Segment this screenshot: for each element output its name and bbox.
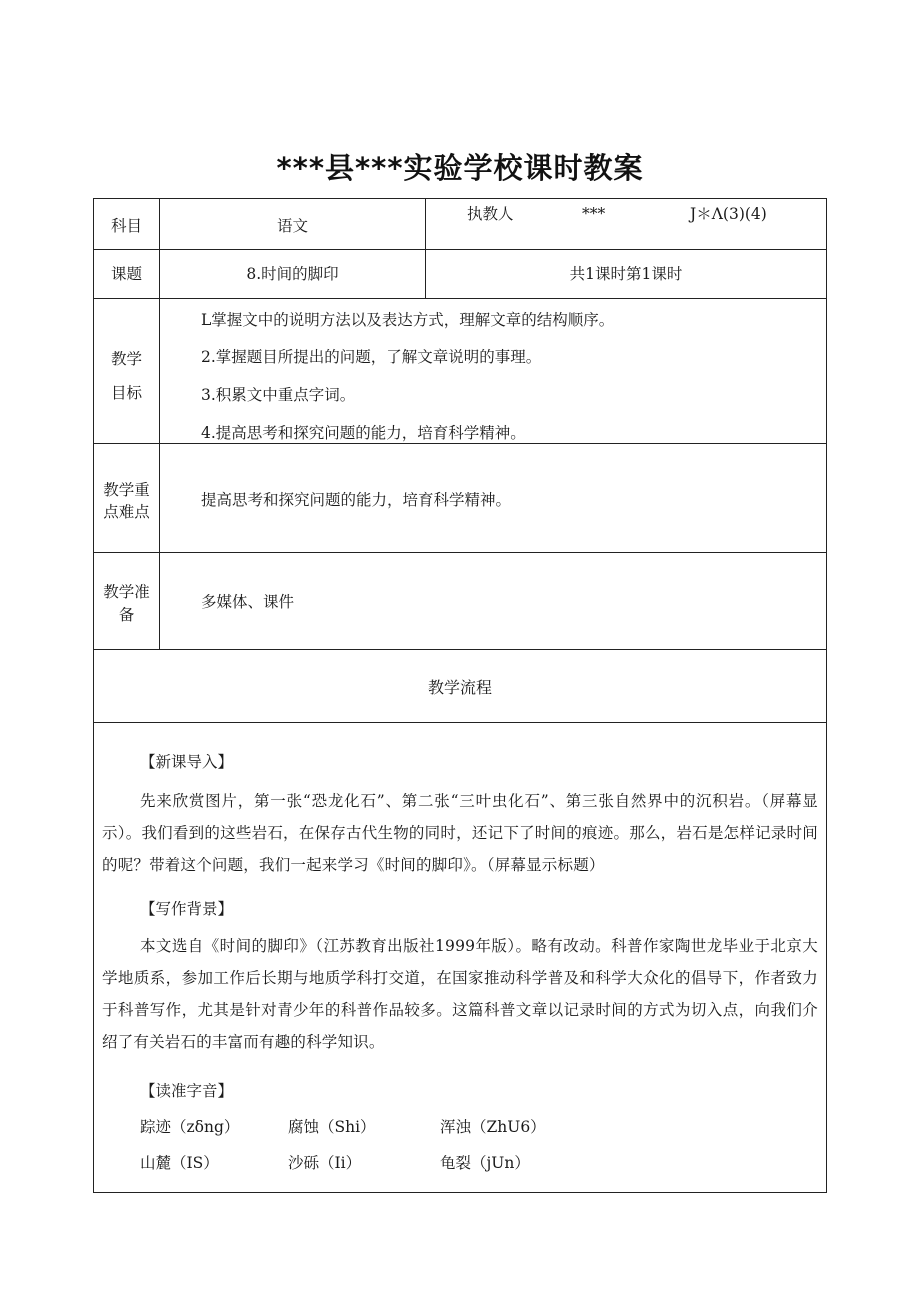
key-points-label: 教学重: [103, 481, 150, 499]
subject-label: 科目: [110, 217, 142, 235]
lesson-label: 课题: [110, 265, 142, 283]
lesson-value: 8.时间的脚印: [246, 265, 339, 283]
preparation-text: 多媒体、课件: [201, 593, 295, 611]
pronunciation-item: 浑浊（ZhU6）: [440, 1118, 546, 1136]
background-paragraph: 本文选自《时间的脚印》（江苏教育出版社1999年版）。略有改动。科普作家陶世龙毕业于北京大学地质系，参加工作后长期与地质学科打交道，在国家推动科学普及和科学大众化的倡导下，作者致力于科普写作，尤其是针对青少年的科普作品较多。这篇科普文章以记录时间的方式为切入点，向我们介绍了有关岩石的丰富而有趣的科学知识。: [102, 937, 818, 1051]
goals-label: 目标: [110, 384, 142, 402]
pronunciation-item: 山麓（IS）: [140, 1154, 219, 1172]
flow-heading: 教学流程: [427, 678, 492, 697]
row-divider: [94, 298, 826, 299]
row-divider: [94, 443, 826, 444]
row-divider: [94, 249, 826, 250]
key-points-text: 提高思考和探究问题的能力，培育科学精神。: [201, 491, 512, 509]
pronunciation-item: 踪迹（zδng）: [140, 1118, 240, 1136]
intro-heading: 【新课导入】: [140, 753, 234, 771]
lesson-plan-table: [93, 198, 827, 1193]
background-heading: 【写作背景】: [140, 900, 234, 918]
goal-item: 2.掌握题目所提出的问题，了解文章说明的事理。: [201, 348, 542, 366]
preparation-label: 备: [118, 606, 135, 624]
key-points-label: 点难点: [103, 503, 150, 521]
class-value: J＊Λ(3)(4): [690, 205, 767, 223]
subject-value: 语文: [276, 217, 308, 235]
row-divider: [94, 722, 826, 723]
pronunciation-item: 沙砾（Ii）: [288, 1154, 362, 1172]
preparation-label: 教学准: [103, 583, 150, 601]
intro-paragraph: 先来欣赏图片，第一张“恐龙化石”、第二张“三叶虫化石”、第三张自然界中的沉积岩。（屏幕显示）。我们看到的这些岩石，在保存古代生物的同时，还记下了时间的痕迹。那么，岩石是怎样记录时间的呢？带着这个问题，我们一起来学习《时间的脚印》。（屏幕显示标题）: [102, 792, 818, 874]
row-divider: [94, 649, 826, 650]
goal-item: 4.提高思考和探究问题的能力，培育科学精神。: [201, 424, 526, 442]
pronunciation-item: 龟裂（jUn）: [440, 1154, 530, 1172]
pronunciation-heading: 【读准字音】: [140, 1082, 234, 1100]
teacher-value: ***: [582, 205, 606, 223]
period-value: 共1课时第1课时: [569, 265, 683, 283]
document-title: ***县***实验学校课时教案: [276, 151, 644, 185]
goal-item: L掌握文中的说明方法以及表达方式，理解文章的结构顺序。: [201, 311, 615, 329]
teacher-label: 执教人: [467, 205, 514, 223]
goals-label: 教学: [110, 350, 142, 368]
row-divider: [94, 552, 826, 553]
goal-item: 3.积累文中重点字词。: [201, 386, 356, 404]
pronunciation-item: 腐蚀（Shi）: [288, 1118, 376, 1136]
